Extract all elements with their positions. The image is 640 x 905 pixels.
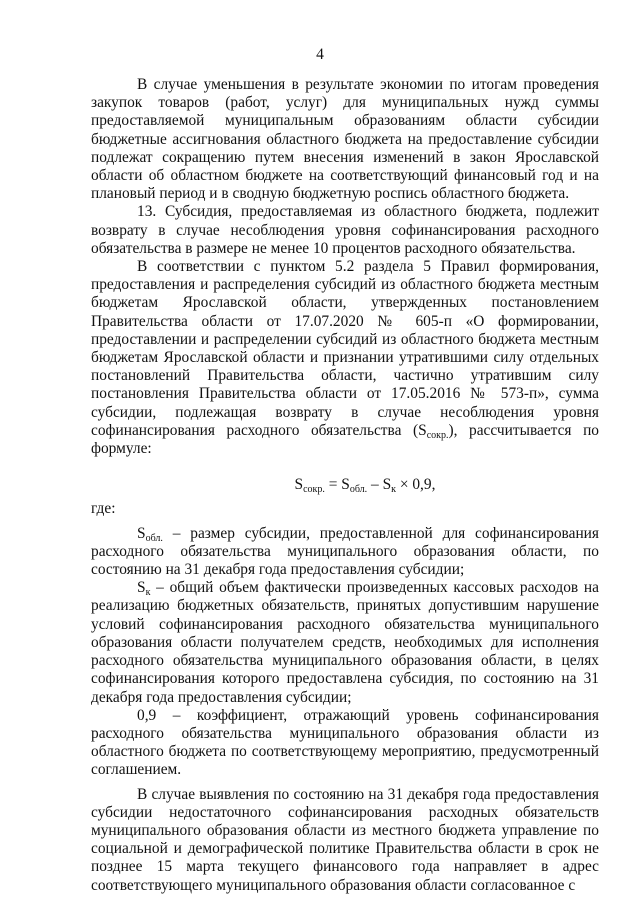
page-number: 4	[316, 46, 324, 63]
formula: $S_{сокр.} = S_{обл.} - S_к \times 0,9$,	[294, 476, 436, 496]
paragraph-subsidy-return: 13. Субсидия, предоставляемая из областного бюджета, подлежит возврату в случае несоблюдения уровня софинансирования расходного обязательства в размере не менее 10 процентов расходного обязательства.	[91, 203, 599, 257]
definition-s-k: $S_к$ – общий объем фактически произведенных кассовых расходов на реализацию бюджетных обязательств, принятых допустившим нарушение условий софинансирования расходного обязательства муниципального образования области получателем средств, необходимых для исполнения расходного обязательства муниципального образования области, в целях софинансирования которого предоставлена субсидия, по состоянию на 31 декабря года предоставления субсидии;	[91, 579, 599, 706]
definition-s-obl: $S_{обл.}$ – размер субсидии, предоставленной для софинансирования расходного обязательства муниципального образования области, по состоянию на 31 декабря года предоставления субсидии;	[91, 524, 599, 579]
definition-coefficient: 0,9 – коэффициент, отражающий уровень софинансирования расходного обязательства муниципального образования области из областного бюджета по соответствующему мероприятию, предусмотренный соглашением.	[91, 706, 599, 779]
where-label: где:	[91, 500, 116, 518]
paragraph-rules-reference: В соответствии с пунктом 5.2 раздела 5 Правил формирования, предоставления и распределения субсидий из областного бюджета местным бюджетам Ярославской области, утвержденных постановлением Правительства области от 17.07.2020 № 605-п «О формировании, предоставлении и распределении субсидий из областного бюджета местным бюджетам Ярославской области и признании утратившими силу отдельных постановлений Правительства области, частично утратившим силу постановления Правительства области от 17.05.2016 № 573-п», сумма субсидии, подлежащая возврату в случае несоблюдения уровня софинансирования расходного обязательства $(S_{сокр.})$, рассчитывается по формуле:	[91, 258, 600, 458]
document-body	[91, 76, 599, 895]
paragraph-budget-reduction: В случае уменьшения в результате экономии по итогам проведения закупок товаров (работ, услуг) для муниципальных нужд суммы предоставляемой муниципальным образованиям области субсидии бюджетные ассигнования областного бюджета на предоставление субсидии подлежат сокращению путем внесения изменений в закон Ярославской области об областном бюджете на соответствующий финансовый год и на плановый период и в сводную бюджетную роспись областного бюджета.	[91, 76, 599, 203]
paragraph-insufficient-cofinancing: В случае выявления по состоянию на 31 декабря года предоставления субсидии недостаточного софинансирования расходных обязательств муниципального образования области из местного бюджета управление по социальной и демографической политике Правительства области в срок не позднее 15 марта текущего финансового года направляет в адрес соответствующего муниципального образования области согласованное с	[91, 785, 599, 894]
